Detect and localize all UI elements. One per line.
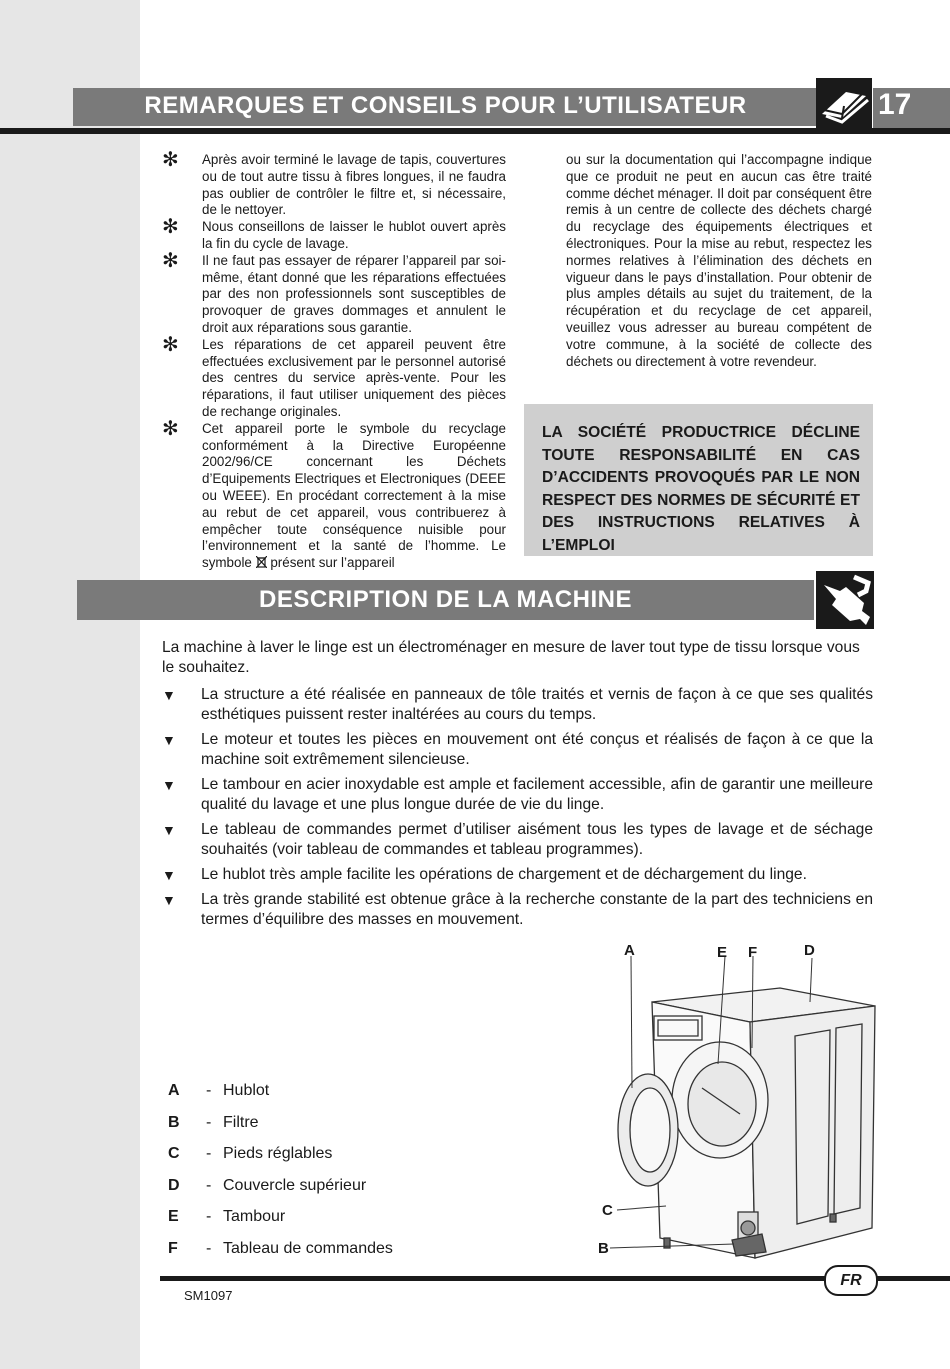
section-title-remarques: REMARQUES ET CONSEILS POUR L’UTILISATEUR: [144, 92, 747, 119]
tip-text: Après avoir terminé le lavage de tapis, couvertures ou de tout autre tissu à fibres longues, il ne faudra pas oublier de contrôler le filtre et, si nécessaire, de le nettoyer.: [202, 152, 506, 218]
tip-text: Il ne faut pas essayer de réparer l’appareil par soi-même, étant donné que les réparations effectuées par des non professionnels sont susceptibles de provoquer de graves dommages et annulent le droit aux réparations sous garantie.: [202, 252, 506, 335]
document-code: SM1097: [184, 1288, 233, 1303]
legend-dash: -: [206, 1113, 212, 1131]
diagram-label-e: E: [717, 944, 728, 961]
diagram-label-c: C: [602, 1202, 613, 1219]
legend-key: B: [168, 1113, 180, 1131]
tip-text: Cet appareil porte le symbole du recyclage conformément à la Directive Européenne 2002/96/CE concernant les Déchets d’Equipements Electriques et Electroniques (DEEE ou WEEE). En procédant correctement à la mise au rebut de cet appareil, vous contribuerez à empêcher toute conséquence nuisible pour l’environnement et la santé de l’homme. Le symbole: [202, 420, 506, 571]
legend-dash: -: [206, 1145, 212, 1162]
legend-dash: -: [206, 1082, 212, 1099]
legend-key: A: [168, 1082, 180, 1099]
triangle-bullet-icon: ▼: [162, 867, 176, 883]
triangle-bullet-icon: ▼: [162, 732, 176, 748]
legend-label: Couvercle supérieur: [223, 1176, 367, 1194]
diagram-label-d: D: [804, 942, 815, 959]
recycling-continued-text: ou sur la documentation qui l’accompagne indique que ce produit ne peut en aucun cas être traité comme déchet ménager. Il doit par conséquent être remis à un centre de collecte des déchets chargé du recyclage des équipements électriques et électroniques. Pour la mise au rebut, respectez les normes relatives à l’élimination des déchets en vigueur dans le pays d’installation. Pour obtenir de plus amples détails au sujet du traitement, de la récupération et du recyclage de cet appareil, veuillez vous adresser au bureau compétent de votre commune, à la société de collecte des déchets ou directement à votre revendeur.: [566, 152, 872, 369]
section-title-description: DESCRIPTION DE LA MACHINE: [259, 586, 632, 613]
description-intro: La machine à laver le linge est un électroménager en mesure de laver tout type de tissu lorsque vous le souhaitez.: [162, 639, 860, 676]
tip-text-end: présent sur l’appareil: [270, 555, 395, 571]
legend-key: C: [168, 1145, 180, 1162]
feature-text: Le hublot très ample facilite les opérations de chargement et de déchargement du linge.: [201, 866, 807, 883]
liability-warning-text: LA SOCIÉTÉ PRODUCTRICE DÉCLINE TOUTE RESPONSABILITÉ EN CAS D’ACCIDENTS PROVOQUÉS PAR LE NON RESPECT DES NORMES DE SÉCURITÉ ET DES INSTRUCTIONS RELATIVES À L’EMPLOI: [542, 424, 860, 554]
feature-bullet: [162, 730, 873, 770]
book-icon: [816, 78, 872, 134]
asterisk-icon: ✻: [162, 333, 179, 356]
diagram-label-f: F: [748, 944, 758, 961]
feature-text: La très grande stabilité est obtenue grâce à la recherche constante de la part des techniciens en termes d’équilibre des masses en mouvement.: [201, 891, 873, 928]
section-header-remarques: [73, 88, 818, 126]
washing-machine-diagram: [590, 938, 890, 1268]
legend-key: F: [168, 1239, 178, 1257]
feature-bullet: [162, 890, 873, 930]
legend-key: E: [168, 1208, 179, 1225]
legend-label: Filtre: [223, 1113, 259, 1131]
feature-bullet: [162, 775, 873, 815]
feature-text: La structure a été réalisée en panneaux de tôle traités et vernis de façon à ce que ses qualités esthétiques puissent rester inaltérées au cours du temps.: [201, 686, 873, 723]
tip-item: [160, 333, 506, 421]
feature-text: Le moteur et toutes les pièces en mouvement ont été conçus et réalisés de façon à ce que la machine soit extrêmement silencieuse.: [201, 731, 873, 768]
page-number: 17: [878, 88, 912, 121]
feature-bullet: [162, 820, 873, 860]
liability-warning-box: [524, 404, 873, 556]
triangle-bullet-icon: ▼: [162, 687, 176, 703]
feature-bullet: [162, 685, 873, 725]
feature-text: Le tableau de commandes permet d’utiliser aisément tous les types de lavage et de séchage souhaités (voir tableau de commandes et tableau programmes).: [201, 821, 873, 858]
legend-label: Tableau de commandes: [223, 1239, 393, 1257]
wrench-icon: [816, 571, 874, 629]
legend-key: D: [168, 1176, 180, 1194]
tip-text: Les réparations de cet appareil peuvent être effectuées exclusivement par le personnel autorisé des centres du service après-vente. Pour les réparations, il faut utiliser uniquement des pièces de rechange originales.: [202, 336, 506, 419]
legend-label: Pieds réglables: [223, 1145, 333, 1162]
crossed-bin-icon: [256, 556, 267, 568]
diagram-label-a: A: [624, 942, 635, 959]
asterisk-icon: ✻: [162, 216, 179, 239]
legend-label: Hublot: [223, 1082, 270, 1099]
diagram-label-b: B: [598, 1240, 609, 1257]
machine-description: [162, 638, 873, 935]
triangle-bullet-icon: ▼: [162, 777, 176, 793]
legend-dash: -: [206, 1176, 212, 1194]
left-margin-band: [0, 0, 140, 1369]
legend-label: Tambour: [223, 1208, 286, 1225]
feature-text: Le tambour en acier inoxydable est ample et facilement accessible, afin de garantir une meilleure qualité du lavage et une plus longue durée de vie du linge.: [201, 776, 873, 813]
header-rule: [0, 128, 950, 134]
asterisk-icon: ✻: [162, 149, 179, 171]
asterisk-icon: ✻: [162, 249, 179, 272]
tips-column: [160, 149, 506, 572]
asterisk-icon: ✻: [162, 417, 179, 440]
triangle-bullet-icon: ▼: [162, 892, 176, 908]
tip-item: [160, 417, 506, 572]
feature-bullet: [162, 865, 873, 885]
legend-dash: -: [206, 1239, 212, 1257]
tip-text: Nous conseillons de laisser le hublot ouvert après la fin du cycle de lavage.: [202, 219, 506, 251]
tip-item: [160, 149, 506, 219]
tip-item: [160, 216, 506, 253]
triangle-bullet-icon: ▼: [162, 822, 176, 838]
legend-dash: -: [206, 1208, 212, 1225]
tip-item: [160, 249, 506, 337]
section-header-description: [77, 580, 814, 620]
language-badge: FR: [824, 1265, 878, 1296]
